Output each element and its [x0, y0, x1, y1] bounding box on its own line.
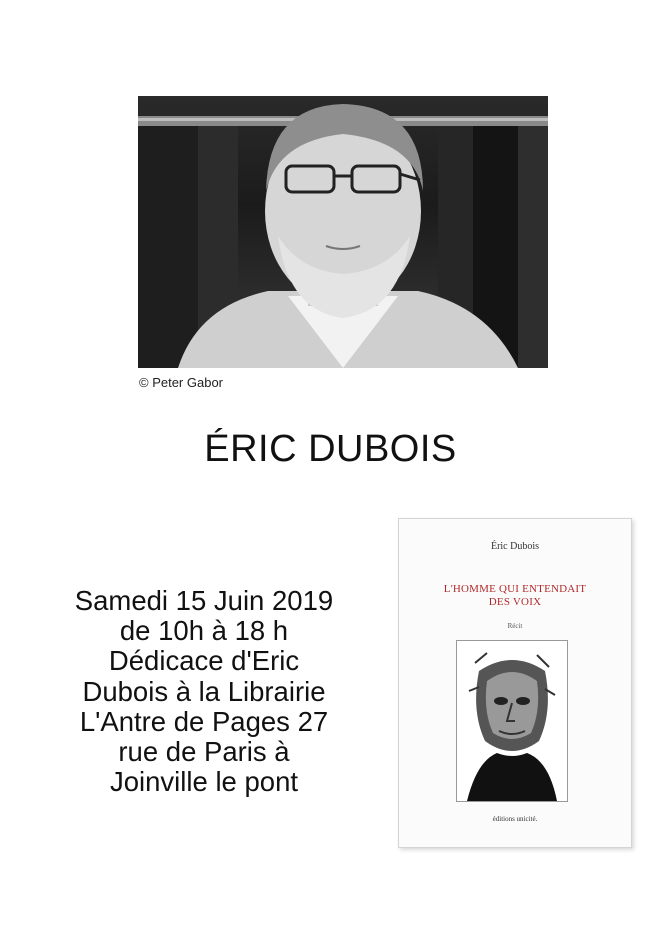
event-line: Joinville le pont — [109, 766, 299, 798]
book-genre: Récit — [507, 622, 523, 630]
book-author: Éric Dubois — [490, 541, 540, 552]
book-title-line: L'HOMME QUI ENTENDAIT — [443, 583, 587, 595]
event-line: Dédicace d'Eric — [108, 645, 300, 677]
author-name-heading: ÉRIC DUBOIS — [204, 428, 457, 470]
portrait-illustration — [138, 96, 548, 368]
book-cover — [398, 518, 632, 848]
photo-credit: © Peter Gabor — [139, 375, 224, 390]
book-publisher: éditions unicité. — [492, 815, 538, 823]
book-title — [409, 583, 621, 609]
author-portrait-photo — [138, 96, 548, 368]
event-details — [40, 586, 368, 797]
event-line: rue de Paris à — [118, 736, 290, 768]
event-line: de 10h à 18 h — [119, 615, 289, 647]
event-line: Dubois à la Librairie — [82, 675, 326, 707]
event-line: Samedi 15 Juin 2019 — [74, 585, 334, 616]
face-sketch-illustration — [457, 641, 567, 801]
event-line: L'Antre de Pages 27 — [79, 705, 329, 737]
book-title-line: DES VOIX — [488, 596, 542, 608]
book-cover-illustration — [456, 640, 568, 802]
